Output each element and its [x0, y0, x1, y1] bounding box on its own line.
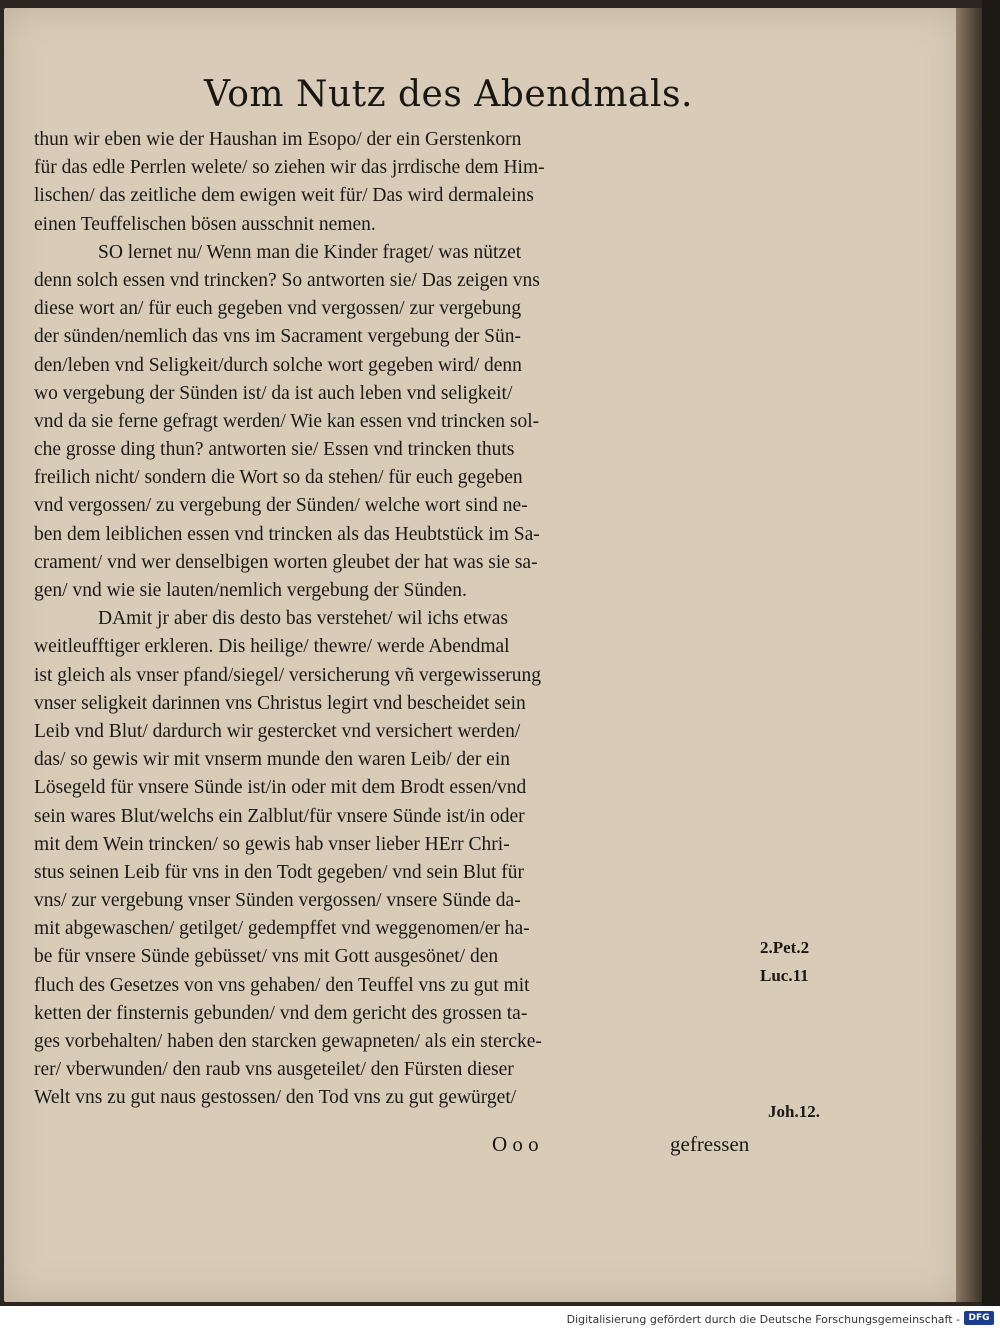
text-line: Leib vnd Blut/ dardurch wir gestercket vnd versichert werden/: [34, 720, 521, 742]
margin-note: 2.Pet.2: [760, 938, 810, 957]
text-line: für das edle Perrlen welete/ so ziehen wir das jrrdische dem Him-: [34, 157, 545, 179]
text-line: ges vorbehalten/ haben den starcken gewapneten/ als ein stercke-: [34, 1031, 542, 1052]
text-line: vns/ zur vergebung vnser Sünden vergossen/ vnsere Sünde da-: [34, 890, 521, 912]
dfg-logo-icon: DFG: [964, 1311, 994, 1325]
text-line: DAmit jr aber dis desto bas verstehet/ wil ichs etwas: [98, 608, 508, 630]
text-line: lischen/ das zeitliche dem ewigen weit für/ Das wird dermaleins: [34, 185, 534, 207]
text-line: ben dem leiblichen essen vnd trincken als das Heubtstück im Sa-: [34, 523, 540, 545]
text-line: vnser seligkeit darinnen vns Christus legirt vnd bescheidet sein: [34, 692, 526, 714]
text-line: denn solch essen vnd trincken? So antworten sie/ Das zeigen vns: [34, 269, 540, 291]
text-line: mit dem Wein trincken/ so gewis hab vnser lieber HErr Chri-: [34, 833, 510, 855]
body-text: [34, 126, 764, 1113]
text-line: rer/ vberwunden/ den raub vns ausgeteilet/ den Fürsten dieser: [34, 1059, 514, 1081]
text-line: diese wort an/ für euch gegeben vnd vergossen/ zur vergebung: [34, 298, 522, 320]
footer-bar: [0, 1306, 1000, 1330]
funding-notice: Digitalisierung gefördert durch die Deutsche Forschungsgemeinschaft -: [566, 1313, 960, 1326]
text-line: weitleufftiger erkleren. Dis heilige/ thewre/ werde Abendmal: [34, 636, 510, 658]
text-line: freilich nicht/ sondern die Wort so da stehen/ für euch gegeben: [34, 467, 523, 489]
scan-edge: [982, 0, 1000, 1306]
text-line: ist gleich als vnser pfand/siegel/ versicherung vñ vergewisserung: [34, 664, 542, 686]
text-line: crament/ vnd wer denselbigen worten gleubet der hat was sie sa-: [34, 551, 538, 573]
text-line: Welt vns zu gut naus gestossen/ den Tod vns zu gut gewürget/: [34, 1087, 517, 1109]
text-line: den/leben vnd Seligkeit/durch solche wort gegeben wird/ denn: [34, 354, 522, 376]
text-line: thun wir eben wie der Haushan im Esopo/ der ein Gerstenkorn: [34, 129, 522, 150]
text-line: ketten der finsternis gebunden/ vnd dem gericht des grossen ta-: [34, 1002, 528, 1024]
running-head: Vom Nutz des Abendmals.: [204, 74, 693, 115]
signature-mark: O o o: [492, 1132, 539, 1156]
text-line: der sünden/nemlich das vns im Sacrament vergebung der Sün-: [34, 326, 522, 348]
text-line: das/ so gewis wir mit vnserm munde den waren Leib/ der ein: [34, 749, 511, 771]
margin-note: Joh.12.: [768, 1102, 820, 1121]
text-line: SO lernet nu/ Wenn man die Kinder fraget/ was nützet: [98, 241, 522, 263]
text-line: gen/ vnd wie sie lauten/nemlich vergebung der Sünden.: [34, 580, 467, 601]
text-line: Lösegeld für vnsere Sünde ist/in oder mit dem Brodt essen/vnd: [34, 777, 527, 799]
text-line: fluch des Gesetzes von vns gehaben/ den Teuffel vns zu gut mit: [34, 974, 530, 996]
text-line: einen Teuffelischen bösen ausschnit nemen.: [34, 213, 376, 235]
page-gutter: [956, 8, 982, 1302]
margin-note: Luc.11: [760, 966, 809, 985]
text-line: mit abgewaschen/ getilget/ gedempffet vnd weggenomen/er ha-: [34, 918, 530, 940]
catchword: gefressen: [670, 1132, 750, 1156]
text-line: che grosse ding thun? antworten sie/ Essen vnd trincken thuts: [34, 439, 515, 461]
text-line: wo vergebung der Sünden ist/ da ist auch leben vnd seligkeit/: [34, 382, 513, 404]
text-line: be für vnsere Sünde gebüsset/ vns mit Gott ausgesönet/ den: [34, 946, 499, 968]
text-line: stus seinen Leib für vns in den Todt gegeben/ vnd sein Blut für: [34, 861, 525, 883]
book-page: [4, 8, 962, 1302]
text-line: vnd vergossen/ zu vergebung der Sünden/ welche wort sind ne-: [34, 495, 528, 517]
text-line: vnd da sie ferne gefragt werden/ Wie kan essen vnd trincken sol-: [34, 410, 540, 432]
text-line: sein wares Blut/welchs ein Zalblut/für vnsere Sünde ist/in oder: [34, 805, 525, 827]
